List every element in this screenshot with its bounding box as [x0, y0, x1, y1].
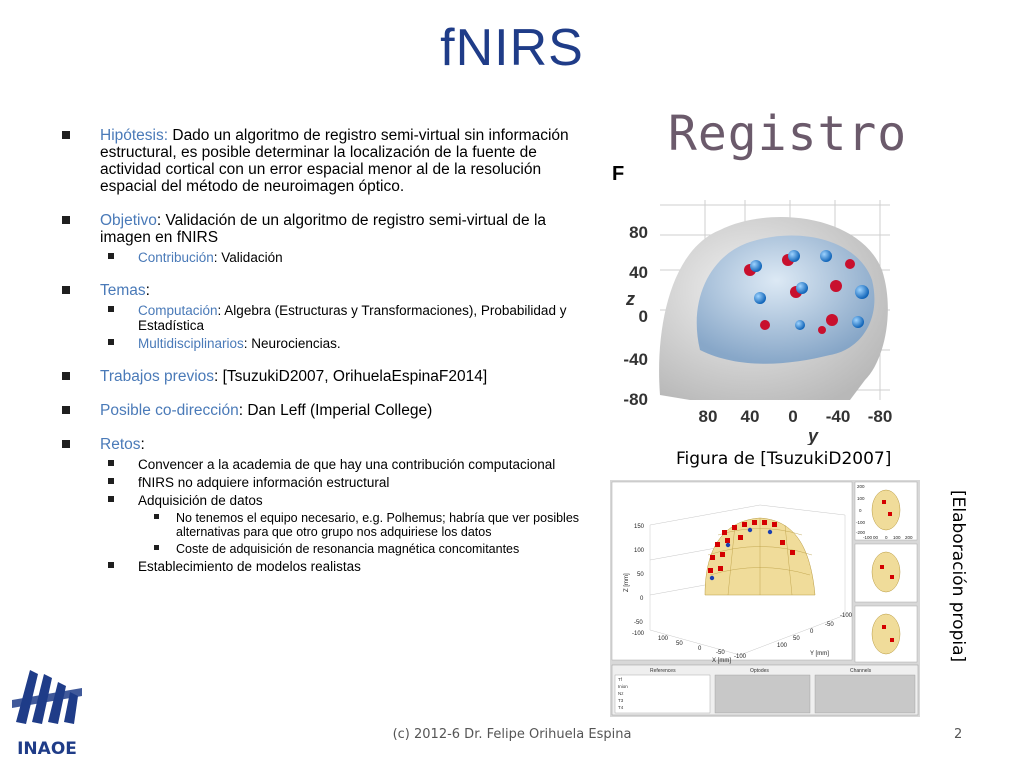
x-tick-neg50: -50 — [716, 650, 725, 656]
contribucion-label: Contribución — [138, 250, 214, 265]
mini-tick-side-2: 0 — [859, 508, 862, 513]
channels-list[interactable] — [815, 675, 915, 713]
mini-views — [855, 482, 917, 662]
logo-text: INAOE — [17, 739, 77, 759]
slide-title: fNIRS — [440, 19, 584, 77]
bullet-retos-3b: Coste de adquisición de resonancia magnética concomitantes — [154, 542, 597, 556]
bullet-hipotesis — [62, 127, 597, 195]
z-tick-0: 0 — [638, 307, 648, 326]
figure1-caption: Figura de [TsuzukiD2007] — [676, 449, 892, 469]
contribucion-text: : Validación — [213, 250, 283, 265]
y-tick-neg40: -40 — [825, 407, 851, 426]
mini-tick-top-3: 100 — [893, 535, 901, 540]
x-axis-label: X [mm] — [712, 658, 731, 664]
bullet-contribucion — [108, 250, 597, 265]
table-header-channels: Channels — [850, 668, 872, 674]
panel-letter: F — [612, 163, 625, 185]
figure2-caption: [Elaboración propia] — [948, 490, 968, 663]
registro-title: Registro — [668, 106, 908, 162]
bullet-trabajos — [62, 368, 597, 385]
hipotesis-label: Hipótesis: — [100, 127, 169, 144]
mini-tick-side-1: 100 — [857, 496, 865, 501]
objetivo-text: : Validación de un algoritmo de registro semi-virtual de la imagen en fNIRS — [100, 212, 547, 246]
codireccion-text: : Dan Leff (Imperial College) — [238, 402, 433, 419]
bullet-list — [62, 127, 597, 577]
table-row[interactable]: Tf — [618, 677, 622, 682]
x-tick-neg100: -100 — [734, 654, 747, 660]
y-tick-labels — [699, 407, 893, 426]
table-row[interactable]: T3 — [618, 698, 624, 703]
x-tick-100: 100 — [658, 636, 669, 642]
multi-text: : Neurociencias. — [243, 336, 341, 351]
bullet-computacion — [108, 303, 597, 333]
bullet-retos-3a: No tenemos el equipo necesario, e.g. Polhemus; habría que ver posibles alternativas para que otro grupo nos adquiriese los datos — [154, 511, 597, 539]
inaoe-logo — [8, 660, 86, 760]
z-tick-neg40: -40 — [623, 350, 648, 369]
z-tick-neg50: -50 — [634, 620, 643, 626]
z-tick-neg80: -80 — [623, 390, 648, 409]
retos-text: : — [140, 436, 145, 453]
y-tick-neg100: -100 — [840, 613, 853, 619]
table-row[interactable]: T4 — [618, 705, 624, 710]
logo-mark — [12, 670, 82, 724]
y-tick-neg50: -50 — [825, 622, 834, 628]
mini-tick-side-3: -100 — [856, 520, 866, 525]
bullet-codireccion — [62, 402, 597, 419]
table-row[interactable]: Inion — [618, 684, 628, 689]
y-tick-0: 0 — [788, 407, 798, 426]
z-tick-40: 40 — [629, 263, 648, 282]
references-list[interactable] — [615, 675, 710, 713]
mini-tick-top-4: 200 — [905, 535, 913, 540]
y-tick-50: 50 — [793, 636, 800, 642]
bullet-multidisciplinarios — [108, 336, 597, 351]
mini-tick-side-0: 200 — [857, 484, 865, 489]
tsuzuki-figure — [600, 160, 900, 445]
optodes-list[interactable] — [715, 675, 810, 713]
y-tick-neg80: -80 — [867, 407, 893, 426]
x-tick-0: 0 — [698, 646, 702, 652]
computacion-label: Computación — [138, 303, 218, 318]
y-tick-40: 40 — [740, 407, 760, 426]
z-tick-50: 50 — [637, 572, 644, 578]
z-axis-label: Z [mm] — [624, 573, 630, 592]
z-tick-neg100: -100 — [632, 631, 645, 637]
mini-tick-top-2: 0 — [885, 535, 888, 540]
table-row[interactable]: Nz — [618, 691, 624, 696]
trabajos-text: : [TsuzukiD2007, OrihuelaEspinaF2014] — [214, 368, 488, 385]
y-axis-label: Y [mm] — [810, 651, 829, 657]
z-tick-100: 100 — [634, 548, 645, 554]
elaboracion-figure — [610, 480, 920, 717]
mini-tick-side-4: -200 — [856, 530, 866, 535]
y-tick-0: 0 — [810, 629, 814, 635]
x-tick-50: 50 — [676, 641, 683, 647]
temas-text: : — [145, 282, 150, 299]
multi-label: Multidisciplinarios — [138, 336, 244, 351]
hipotesis-text: Dado un algoritmo de registro semi-virtual sin información estructural, es posible determinar la localización de la fuente de actividad cortical con un error espacial menor al de la resolución espacial del método de neuroimagen óptico. — [100, 127, 569, 195]
codireccion-label: Posible co-dirección — [100, 402, 239, 419]
bullet-retos-3: Adquisición de datos — [108, 493, 597, 508]
bullet-retos-1: Convencer a la academia de que hay una contribución computacional — [108, 457, 597, 472]
mini-tick-top-1: 00 — [873, 535, 879, 540]
z-tick-labels — [623, 223, 648, 409]
footer-text: (c) 2012-6 Dr. Felipe Orihuela Espina — [392, 727, 632, 742]
z-tick-80: 80 — [629, 223, 648, 242]
mini-tick-top-0: -100 — [863, 535, 873, 540]
table-header-optodes: Optodes — [750, 668, 769, 674]
bullet-temas — [62, 282, 597, 299]
bullet-retos-2: fNIRS no adquiere información estructural — [108, 475, 597, 490]
temas-label: Temas — [100, 282, 146, 299]
page-number: 2 — [954, 727, 963, 742]
retos-label: Retos — [100, 436, 141, 453]
computacion-text: : Algebra (Estructuras y Transformaciones), Probabilidad y Estadística — [138, 303, 567, 333]
bullet-retos — [62, 436, 597, 453]
bullet-retos-4: Establecimiento de modelos realistas — [108, 559, 597, 574]
y-axis-label: y — [808, 426, 819, 445]
z-tick-0: 0 — [640, 596, 644, 602]
bullet-objetivo — [62, 212, 597, 246]
z-tick-150: 150 — [634, 524, 645, 530]
trabajos-label: Trabajos previos — [100, 368, 215, 385]
z-axis-label: z — [626, 289, 635, 309]
y-tick-80: 80 — [698, 407, 718, 426]
table-header-references: References — [650, 668, 676, 674]
y-tick-100: 100 — [777, 643, 788, 649]
objetivo-label: Objetivo — [100, 212, 157, 229]
